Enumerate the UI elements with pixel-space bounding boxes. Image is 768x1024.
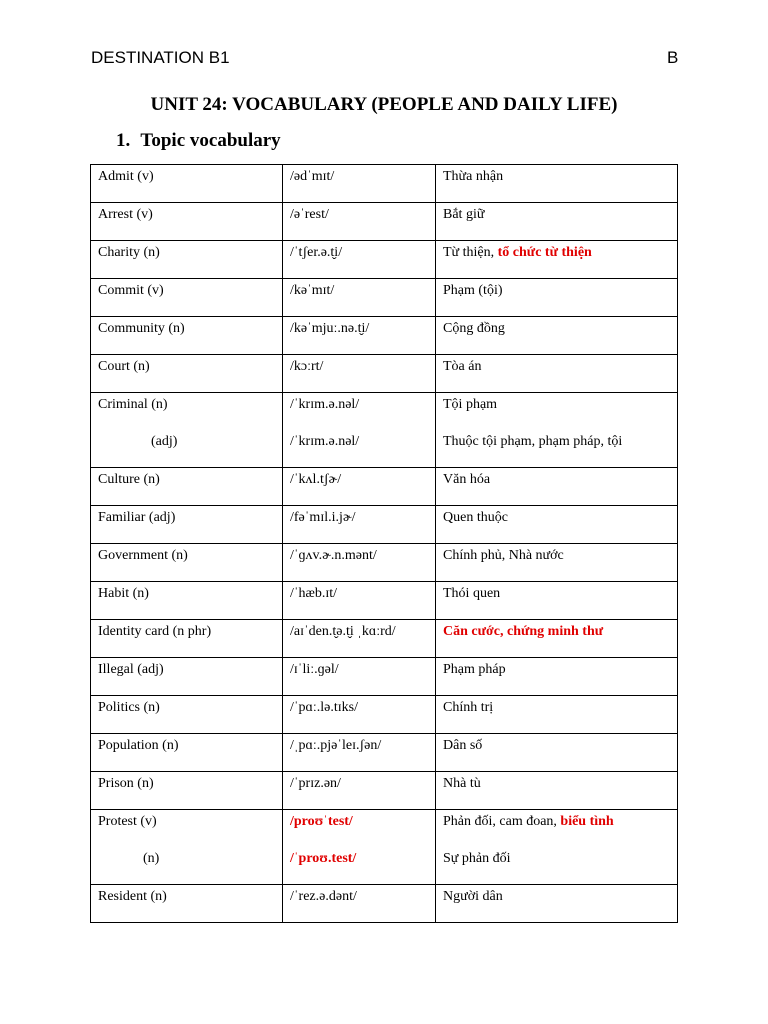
ipa-secondary: /ˈproʊ.test/ bbox=[290, 851, 357, 866]
word-cell: Culture (n) bbox=[91, 468, 283, 506]
word-primary: Criminal (n) bbox=[98, 397, 168, 412]
table-row bbox=[91, 203, 678, 241]
meaning-cell: Phạm pháp bbox=[436, 658, 678, 696]
meaning-cell bbox=[436, 620, 678, 658]
ipa-cell: /ˈprɪz.ən/ bbox=[283, 772, 436, 810]
meaning-cell: Thừa nhận bbox=[436, 165, 678, 203]
meaning-cell: Cộng đồng bbox=[436, 317, 678, 355]
table-row bbox=[91, 696, 678, 734]
meaning-cell: Phạm (tội) bbox=[436, 279, 678, 317]
table-row bbox=[91, 544, 678, 582]
ipa-cell: /əˈrest/ bbox=[283, 203, 436, 241]
unit-title: UNIT 24: VOCABULARY (PEOPLE AND DAILY LIFE) bbox=[150, 94, 618, 115]
ipa-cell: /ɪˈliː.ɡəl/ bbox=[283, 658, 436, 696]
word-cell: Admit (v) bbox=[91, 165, 283, 203]
table-row bbox=[91, 658, 678, 696]
ipa-cell: /ˌpɑː.pjəˈleɪ.ʃən/ bbox=[283, 734, 436, 772]
header-doc-title: DESTINATION B1 bbox=[91, 48, 230, 67]
ipa-cell bbox=[283, 810, 436, 885]
ipa-cell: /fəˈmɪl.i.jɚ/ bbox=[283, 506, 436, 544]
word-secondary: (n) bbox=[143, 851, 160, 866]
vocabulary-table bbox=[90, 164, 678, 923]
word-primary: Protest (v) bbox=[98, 814, 157, 829]
ipa-cell: /ˈhæb.ɪt/ bbox=[283, 582, 436, 620]
ipa-cell: /ˈtʃer.ə.t̬i/ bbox=[283, 241, 436, 279]
section-heading bbox=[116, 130, 281, 152]
word-cell: Habit (n) bbox=[91, 582, 283, 620]
table-row bbox=[91, 355, 678, 393]
section-number: 1. bbox=[116, 130, 131, 151]
meaning-secondary: Sự phản đối bbox=[443, 851, 511, 866]
meaning-cell: Người dân bbox=[436, 885, 678, 923]
table-row bbox=[91, 393, 678, 468]
ipa-cell: /ˈrez.ə.dənt/ bbox=[283, 885, 436, 923]
table-row bbox=[91, 734, 678, 772]
word-cell: Charity (n) bbox=[91, 241, 283, 279]
meaning-cell: Nhà tù bbox=[436, 772, 678, 810]
ipa-cell: /kəˈmɪt/ bbox=[283, 279, 436, 317]
ipa-cell bbox=[283, 393, 436, 468]
meaning-cell: Dân số bbox=[436, 734, 678, 772]
table-row bbox=[91, 279, 678, 317]
word-cell: Prison (n) bbox=[91, 772, 283, 810]
meaning-highlight: tổ chức từ thiện bbox=[497, 245, 592, 260]
ipa-cell: /kɔːrt/ bbox=[283, 355, 436, 393]
meaning-cell: Tòa án bbox=[436, 355, 678, 393]
table-row bbox=[91, 772, 678, 810]
header-level-mark: B bbox=[667, 48, 679, 67]
word-cell: Resident (n) bbox=[91, 885, 283, 923]
meaning-cell: Chính phủ, Nhà nước bbox=[436, 544, 678, 582]
table-row bbox=[91, 810, 678, 885]
meaning-secondary: Thuộc tội phạm, phạm pháp, tội bbox=[443, 434, 623, 449]
word-cell: Community (n) bbox=[91, 317, 283, 355]
ipa-secondary: /ˈkrɪm.ə.nəl/ bbox=[290, 434, 360, 449]
ipa-cell: /aɪˈden.t̬ə.t̬i ˌkɑːrd/ bbox=[283, 620, 436, 658]
word-cell: Court (n) bbox=[91, 355, 283, 393]
meaning-cell bbox=[436, 393, 678, 468]
table-row bbox=[91, 582, 678, 620]
meaning-highlight: biểu tình bbox=[560, 814, 614, 829]
ipa-cell: /kəˈmjuː.nə.t̬i/ bbox=[283, 317, 436, 355]
meaning-cell: Bắt giữ bbox=[436, 203, 678, 241]
word-cell bbox=[91, 393, 283, 468]
ipa-cell: /ˈkʌl.tʃɚ/ bbox=[283, 468, 436, 506]
table-row bbox=[91, 241, 678, 279]
meaning-cell: Chính trị bbox=[436, 696, 678, 734]
word-cell: Politics (n) bbox=[91, 696, 283, 734]
table-row bbox=[91, 885, 678, 923]
word-cell: Familiar (adj) bbox=[91, 506, 283, 544]
ipa-primary: /ˈkrɪm.ə.nəl/ bbox=[290, 397, 360, 412]
meaning-cell: Quen thuộc bbox=[436, 506, 678, 544]
table-row bbox=[91, 317, 678, 355]
word-secondary: (adj) bbox=[151, 434, 178, 449]
meaning-cell: Văn hóa bbox=[436, 468, 678, 506]
word-cell: Illegal (adj) bbox=[91, 658, 283, 696]
word-cell: Government (n) bbox=[91, 544, 283, 582]
section-label: Topic vocabulary bbox=[140, 130, 281, 151]
ipa-cell: /ədˈmɪt/ bbox=[283, 165, 436, 203]
meaning-cell bbox=[436, 241, 678, 279]
meaning-text: Từ thiện, bbox=[443, 245, 498, 260]
word-cell bbox=[91, 810, 283, 885]
word-cell: Population (n) bbox=[91, 734, 283, 772]
meaning-primary: Phản đối, cam đoan, bbox=[443, 814, 561, 829]
word-cell: Identity card (n phr) bbox=[91, 620, 283, 658]
table-row bbox=[91, 620, 678, 658]
ipa-cell: /ˈpɑː.lə.tɪks/ bbox=[283, 696, 436, 734]
meaning-primary: Tội phạm bbox=[443, 397, 498, 412]
ipa-primary: /proʊˈtest/ bbox=[290, 814, 353, 829]
word-cell: Commit (v) bbox=[91, 279, 283, 317]
word-cell: Arrest (v) bbox=[91, 203, 283, 241]
table-row bbox=[91, 506, 678, 544]
ipa-cell: /ˈɡʌv.ɚ.n.mənt/ bbox=[283, 544, 436, 582]
table-row bbox=[91, 468, 678, 506]
table-row bbox=[91, 165, 678, 203]
meaning-cell: Thói quen bbox=[436, 582, 678, 620]
meaning-highlight: Căn cước, chứng minh thư bbox=[443, 624, 604, 639]
meaning-cell bbox=[436, 810, 678, 885]
